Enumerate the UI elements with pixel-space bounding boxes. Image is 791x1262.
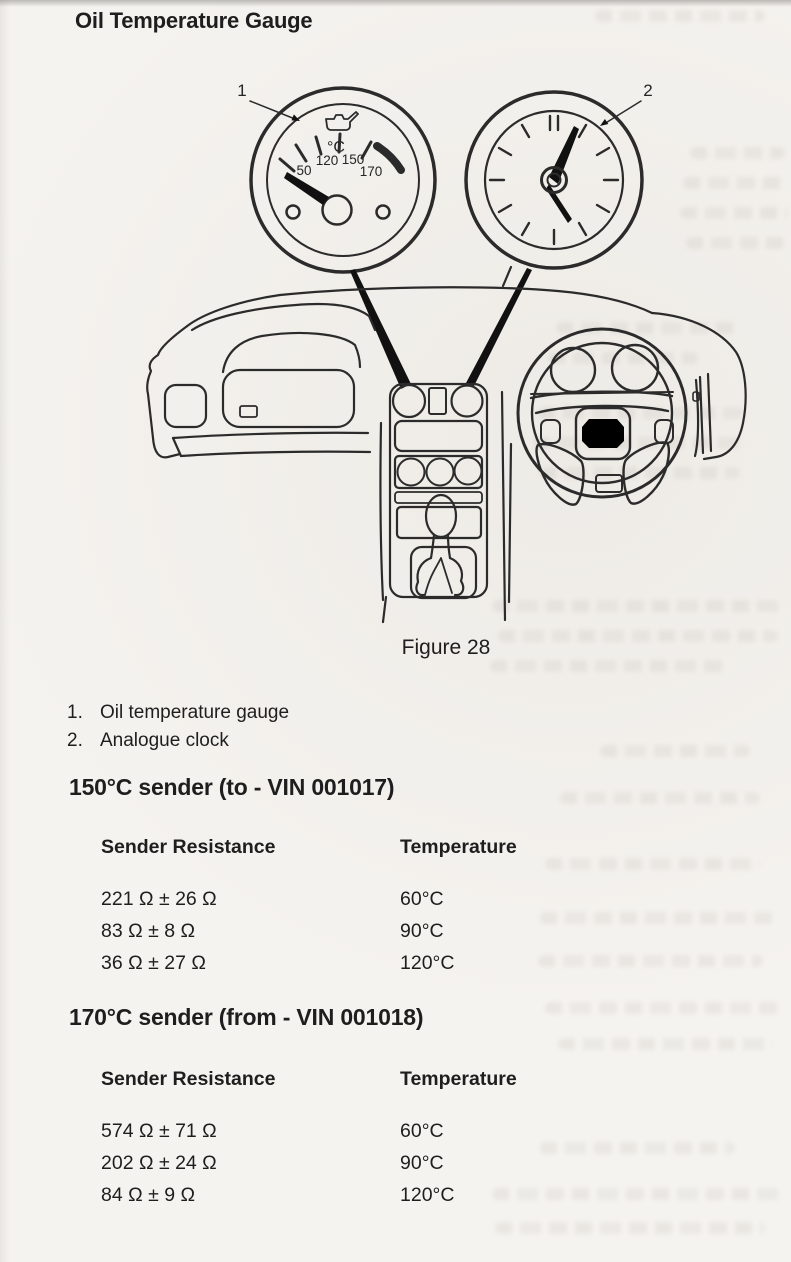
steering-wheel-drawing <box>518 329 686 505</box>
leader-line-clock <box>466 268 532 386</box>
legend-item-number: 2. <box>67 730 83 751</box>
temperature-value: 120°C <box>400 1184 455 1206</box>
gear-lever-drawing <box>411 495 476 598</box>
column-header-sender-resistance: Sender Resistance <box>101 1068 276 1090</box>
section-heading-150c-sender: 150°C sender (to - VIN 001017) <box>69 774 395 800</box>
page-title: Oil Temperature Gauge <box>75 8 313 33</box>
sender-table-150c <box>101 836 601 984</box>
column-header-temperature: Temperature <box>400 836 517 858</box>
center-console-drawing <box>380 384 511 622</box>
oil-temperature-gauge-drawing <box>251 88 435 272</box>
gauge-scale-label-50: 50 <box>296 163 312 178</box>
column-header-sender-resistance: Sender Resistance <box>101 836 276 858</box>
legend-item-oil-gauge <box>67 699 289 727</box>
temperature-value: 90°C <box>400 1152 444 1174</box>
analogue-clock-drawing <box>466 92 642 268</box>
resistance-value: 574 Ω ± 71 Ω <box>101 1120 217 1142</box>
legend-item-analogue-clock <box>67 727 289 755</box>
gauge-scale-label-170: 170 <box>359 164 383 179</box>
figure-legend <box>67 699 289 755</box>
figure-caption: Figure 28 <box>401 636 491 659</box>
gauge-location-marker-left <box>393 385 425 417</box>
resistance-value: 221 Ω ± 26 Ω <box>101 888 217 910</box>
resistance-value: 36 Ω ± 27 Ω <box>101 952 206 974</box>
legend-item-number: 1. <box>67 702 83 723</box>
callout-1 <box>237 81 300 121</box>
callout-1-arrow <box>250 101 295 119</box>
radio-slot <box>395 421 482 451</box>
left-vent <box>165 385 206 427</box>
gauge-scale-label-150: 150 <box>341 152 365 167</box>
heater-knob-panel <box>395 456 482 488</box>
callout-2-number: 2 <box>643 81 653 100</box>
sender-table-170c <box>101 1068 601 1216</box>
instrument-cluster <box>223 370 354 427</box>
callout-1-number: 1 <box>237 81 247 100</box>
section-heading-170c-sender: 170°C sender (from - VIN 001018) <box>69 1004 424 1030</box>
temperature-value: 120°C <box>400 952 455 974</box>
oil-can-icon <box>326 112 358 130</box>
legend-item-label: Analogue clock <box>100 730 229 751</box>
gauge-location-marker-right <box>452 386 483 417</box>
temperature-value: 90°C <box>400 920 444 942</box>
temperature-value: 60°C <box>400 888 444 910</box>
gauge-scale-label-120: 120 <box>315 153 339 168</box>
resistance-value: 83 Ω ± 8 Ω <box>101 920 196 942</box>
legend-item-label: Oil temperature gauge <box>100 702 290 723</box>
resistance-value: 84 Ω ± 9 Ω <box>101 1184 196 1206</box>
cluster-dial-left <box>551 348 595 392</box>
temperature-value: 60°C <box>400 1120 444 1142</box>
callout-2 <box>600 81 653 126</box>
resistance-value: 202 Ω ± 24 Ω <box>101 1152 217 1174</box>
gauge-unit-label: °C <box>327 139 345 156</box>
column-header-temperature: Temperature <box>400 1068 517 1090</box>
